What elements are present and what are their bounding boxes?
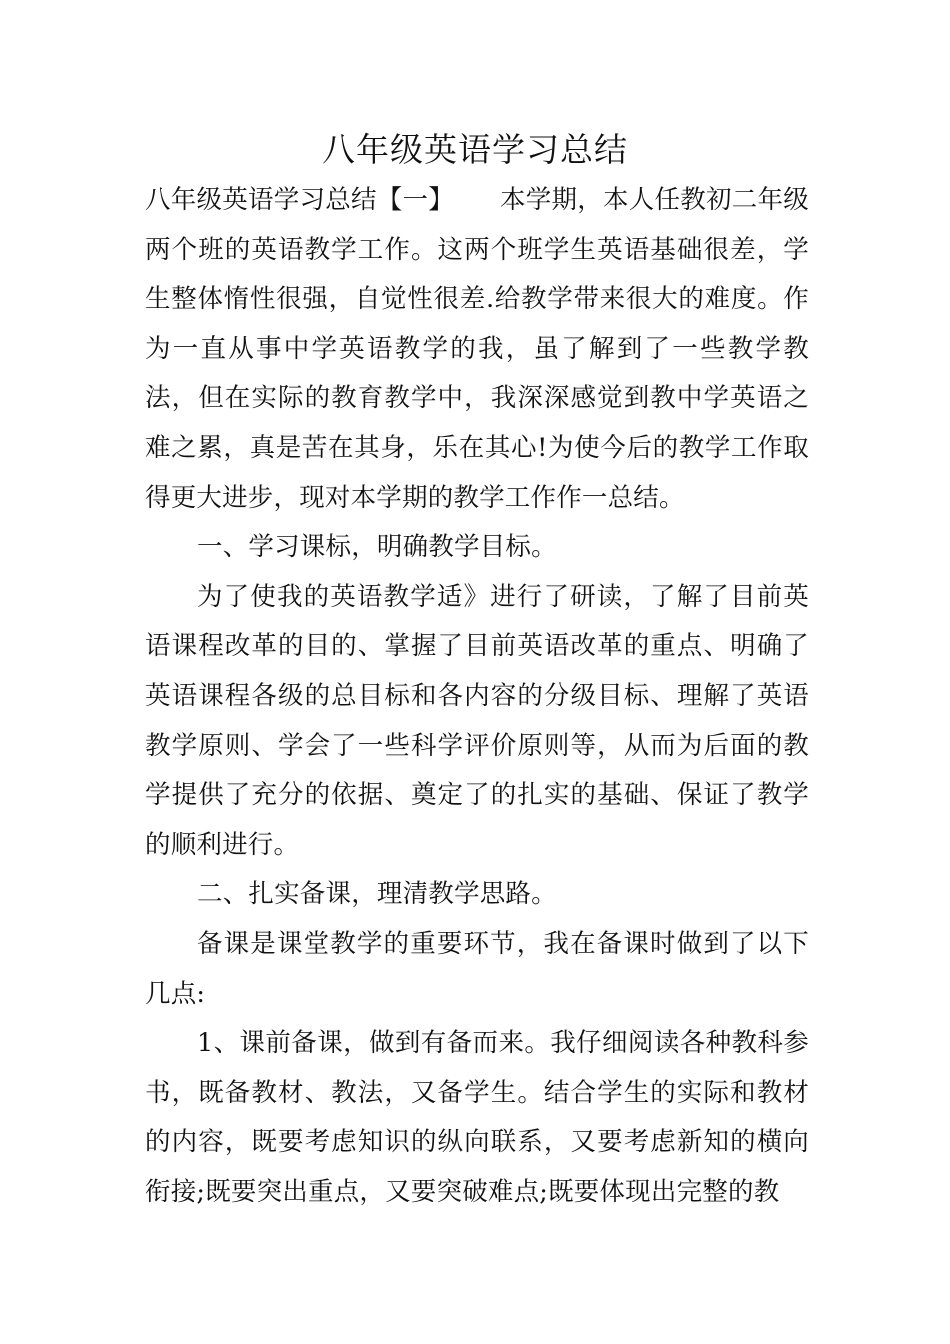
intro-label: 八年级英语学习总结【一】 [145, 185, 455, 215]
body-paragraph-1: 为了使我的英语教学适》进行了研读，了解了目前英语课程改革的目的、掌握了目前英语改革的重点、明确了英语课程各级的总目标和各内容的分级目标、理解了英语教学原则、学会了一些科学评价原则等，从而为后面的教学提供了充分的依据、奠定了的扎实的基础、保证了教学的顺利进行。 [145, 581, 809, 860]
body-paragraph-2: 备课是课堂教学的重要环节，我在备课时做到了以下几点: [145, 928, 809, 1009]
intro-text: 本学期，本人任教初二年级两个班的英语教学工作。这两个班学生英语基础很差，学生整体惰性很强，自觉性很差.给教学带来很大的难度。作为一直从事中学英语教学的我，虽了解到了一些教学教法，但在实际的教育教学中，我深深感觉到教中学英语之难之累，真是苦在其身，乐在其心!为使今后的教学工作取得更大进步，现对本学期的教学工作作一总结。 [145, 185, 809, 513]
section-heading-2: 二、扎实备课，理清教学思路。 [197, 879, 557, 910]
document-title: 八年级英语学习总结 [322, 130, 628, 169]
intro-paragraph [145, 176, 809, 523]
document-body [145, 176, 809, 1217]
section-heading-1: 一、学习课标，明确教学目标。 [197, 532, 557, 563]
body-paragraph-3: 1、课前备课，做到有备而来。我仔细阅读各种教科参书，既备教材、教法，又备学生。结合学生的实际和教材的内容，既要考虑知识的纵向联系，又要考虑新知的横向衔接;既要突出重点，又要突破难点;既要体现出完整的教 [145, 1028, 809, 1207]
